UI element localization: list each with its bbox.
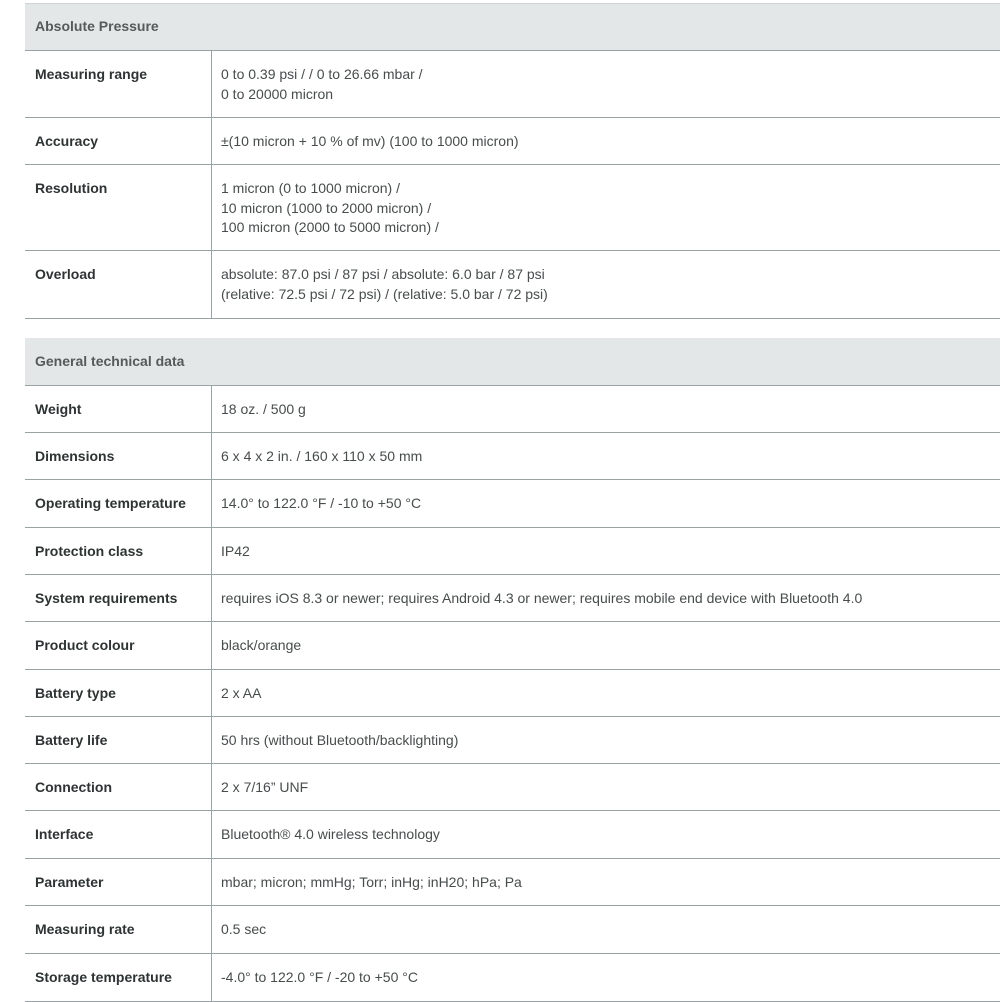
spec-row-operating-temperature: [25, 480, 1000, 528]
spec-value-line: -4.0° to 122.0 °F / -20 to +50 °C: [221, 969, 418, 985]
spec-value-line: 2 x AA: [221, 685, 262, 701]
spec-value-line: 2 x 7/16” UNF: [221, 779, 309, 795]
spec-row-measuring-rate: [25, 906, 1000, 954]
spec-value: [212, 859, 1000, 905]
spec-value-line: 0 to 20000 micron: [221, 85, 334, 102]
spec-value-line: absolute: 87.0 psi / 87 psi / absolute: 6.0 bar / 87 psi: [221, 266, 545, 282]
spec-row-system-requirements: [25, 575, 1000, 622]
spec-label: Operating temperature: [25, 480, 212, 527]
spec-label: System requirements: [25, 575, 212, 621]
spec-value: [212, 480, 1000, 527]
spec-value: [212, 165, 1000, 250]
spec-value: [212, 764, 1000, 810]
spec-row-dimensions: [25, 433, 1000, 480]
spec-value: [212, 386, 1000, 432]
spec-value: [212, 670, 1000, 716]
spec-tables: [25, 0, 1000, 1002]
spec-row-storage-temperature: [25, 954, 1000, 1001]
spec-value: [212, 717, 1000, 763]
spec-value-line: 100 micron (2000 to 5000 micron) /: [221, 219, 439, 235]
spec-value: [212, 954, 1000, 1001]
spec-value-line: (relative: 72.5 psi / 72 psi) / (relative: 5.0 bar / 72 psi): [221, 285, 548, 302]
spec-value: [212, 251, 1000, 318]
spec-value: [212, 528, 1000, 574]
spec-row-battery-type: [25, 670, 1000, 717]
spec-value-line: 18 oz. / 500 g: [221, 401, 306, 417]
spec-label: Resolution: [25, 165, 212, 250]
spec-label: Interface: [25, 811, 212, 858]
spec-label: Parameter: [25, 859, 212, 905]
general-technical-data-section: [25, 338, 1000, 1002]
spec-label: Overload: [25, 251, 212, 318]
spec-value: [212, 906, 1000, 953]
spec-row-connection: [25, 764, 1000, 811]
spec-value-line: Bluetooth® 4.0 wireless technology: [221, 826, 440, 842]
spec-value: [212, 622, 1000, 669]
spec-label: Battery type: [25, 670, 212, 716]
spec-row-interface: [25, 811, 1000, 859]
spec-row-product-colour: [25, 622, 1000, 670]
spec-value: [212, 51, 1000, 117]
spec-value-line: 0.5 sec: [221, 921, 267, 937]
spec-label: Weight: [25, 386, 212, 432]
spec-value-line: IP42: [221, 543, 250, 559]
spec-row-accuracy: [25, 118, 1000, 165]
spec-value-line: 50 hrs (without Bluetooth/backlighting): [221, 732, 459, 748]
spec-label: Measuring rate: [25, 906, 212, 953]
spec-value-line: mbar; micron; mmHg; Torr; inHg; inH20; hPa; Pa: [221, 874, 522, 890]
spec-row-measuring-range: [25, 51, 1000, 118]
spec-value-line: requires iOS 8.3 or newer; requires Android 4.3 or newer; requires mobile end device with Bluetooth 4.0: [221, 590, 863, 606]
spec-value-line: 6 x 4 x 2 in. / 160 x 110 x 50 mm: [221, 448, 423, 464]
section-header: General technical data: [25, 338, 1000, 386]
spec-value-line: 10 micron (1000 to 2000 micron) /: [221, 199, 432, 216]
spec-label: Dimensions: [25, 433, 212, 479]
spec-value-line: black/orange: [221, 637, 302, 653]
spec-row-protection-class: [25, 528, 1000, 575]
spec-label: Protection class: [25, 528, 212, 574]
spec-value-line: 1 micron (0 to 1000 micron) /: [221, 180, 400, 196]
section-header: Absolute Pressure: [25, 4, 1000, 51]
spec-label: Product colour: [25, 622, 212, 669]
spec-value: [212, 433, 1000, 479]
spec-row-battery-life: [25, 717, 1000, 764]
absolute-pressure-section: [25, 3, 1000, 319]
spec-label: Battery life: [25, 717, 212, 763]
spec-value: [212, 575, 1000, 621]
spec-value-line: ±(10 micron + 10 % of mv) (100 to 1000 micron): [221, 133, 519, 149]
spec-value: [212, 118, 1000, 164]
spec-row-weight: [25, 386, 1000, 433]
spec-value: [212, 811, 1000, 858]
spec-label: Accuracy: [25, 118, 212, 164]
spec-label: Storage temperature: [25, 954, 212, 1001]
spec-label: Measuring range: [25, 51, 212, 117]
spec-value-line: 0 to 0.39 psi / / 0 to 26.66 mbar /: [221, 66, 423, 82]
spec-row-resolution: [25, 165, 1000, 251]
spec-label: Connection: [25, 764, 212, 810]
spec-value-line: 14.0° to 122.0 °F / -10 to +50 °C: [221, 495, 422, 511]
section-gap: [25, 319, 1000, 338]
spec-row-overload: [25, 251, 1000, 318]
spec-row-parameter: [25, 859, 1000, 906]
